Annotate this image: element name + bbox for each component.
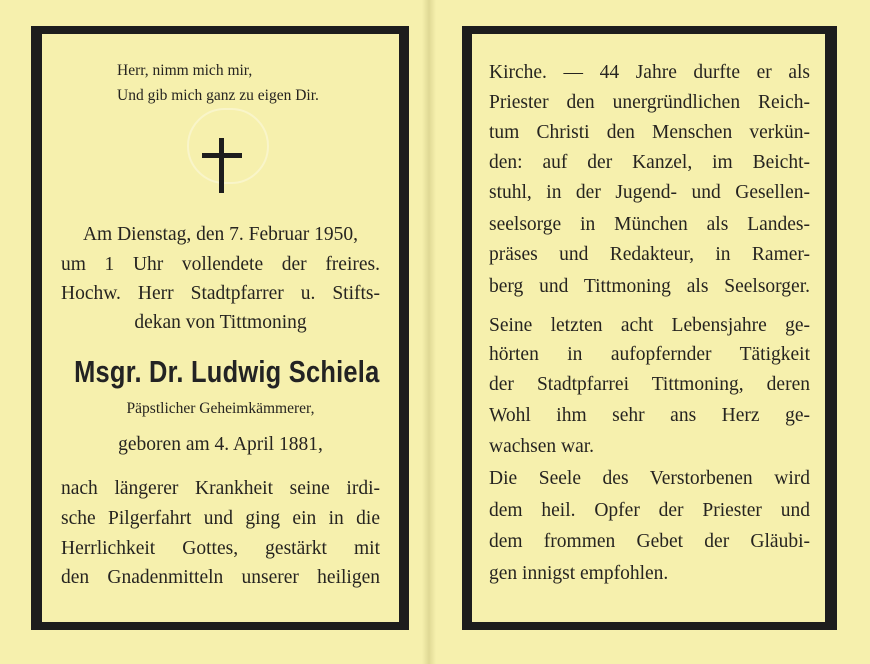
left-border-top: [31, 26, 409, 34]
intro-line-4: dekan von Tittmoning: [134, 312, 307, 333]
deceased-name: Msgr. Dr. Ludwig Schiela: [74, 354, 380, 389]
prayer-line-1: Herr, nimm mich mir,: [117, 62, 253, 79]
center-fold: [422, 0, 436, 664]
right-line-11: der Stadtpfarrei Tittmoning, deren: [489, 374, 810, 395]
right-line-15: dem heil. Opfer der Priester und: [489, 500, 810, 521]
deceased-name-wrap: [42, 354, 399, 390]
right-line-6: seelsorge in München als Landes-: [489, 214, 810, 235]
right-line-4: den: auf der Kanzel, im Beicht-: [489, 152, 810, 173]
birth-date: geboren am 4. April 1881,: [118, 434, 323, 455]
cross-icon: [219, 138, 224, 193]
body-line-1: nach längerer Krankheit seine irdi-: [61, 478, 380, 499]
right-line-10: hörten in aufopfernder Tätigkeit: [489, 344, 810, 365]
watermark-emblem: [187, 108, 269, 184]
right-line-14: Die Seele des Verstorbenen wird: [489, 468, 810, 489]
right-line-16: dem frommen Gebet der Gläubi-: [489, 531, 810, 552]
intro-line-2: um 1 Uhr vollendete der freires.: [61, 254, 380, 275]
body-line-3: Herrlichkeit Gottes, gestärkt mit: [61, 538, 380, 559]
papal-title: Päpstlicher Geheimkämmerer,: [126, 400, 315, 417]
left-border-bottom: [31, 622, 409, 630]
right-border-left: [462, 26, 472, 630]
right-line-17: gen innigst empfohlen.: [489, 563, 669, 584]
right-line-7: präses und Redakteur, in Ramer-: [489, 244, 810, 265]
right-line-8: berg und Tittmoning als Seelsorger.: [489, 276, 810, 297]
right-line-2: Priester den unergründlichen Reich-: [489, 92, 810, 113]
right-line-3: tum Christi den Menschen verkün-: [489, 122, 810, 143]
left-border-right: [399, 26, 409, 630]
body-line-4: den Gnadenmitteln unserer heiligen: [61, 567, 380, 588]
right-line-1: Kirche. — 44 Jahre durfte er als: [489, 62, 810, 83]
right-line-9: Seine letzten acht Lebensjahre ge-: [489, 315, 810, 336]
left-border-left: [31, 26, 42, 630]
prayer-line-2: Und gib mich ganz zu eigen Dir.: [117, 87, 319, 104]
right-line-12: Wohl ihm sehr ans Herz ge-: [489, 405, 810, 426]
right-border-top: [462, 26, 837, 34]
cross-icon-bar: [202, 153, 242, 158]
intro-line-1: Am Dienstag, den 7. Februar 1950,: [82, 224, 359, 245]
right-line-13: wachsen war.: [489, 436, 595, 457]
right-border-right: [825, 26, 837, 630]
intro-line-3: Hochw. Herr Stadtpfarrer u. Stifts-: [61, 283, 380, 304]
right-line-5: stuhl, in der Jugend- und Gesellen-: [489, 182, 810, 203]
right-border-bottom: [462, 622, 837, 630]
body-line-2: sche Pilgerfahrt und ging ein in die: [61, 508, 380, 529]
